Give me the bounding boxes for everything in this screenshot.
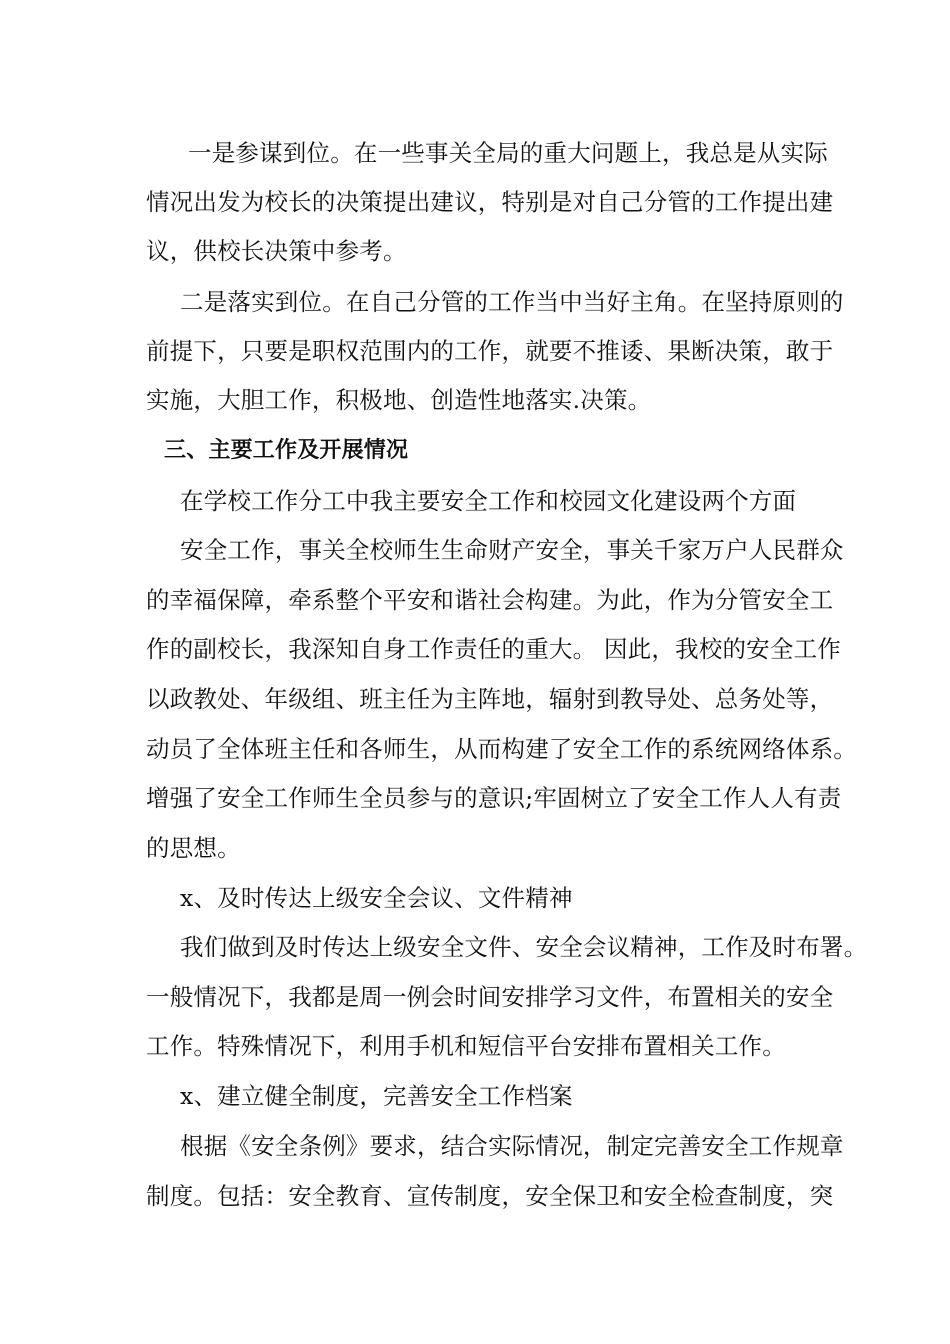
paragraph-line: 动员了全体班主任和各师生，从而构建了安全工作的系统网络体系。: [146, 735, 857, 763]
paragraph-line: 二是落实到位。在自己分管的工作当中当好主角。在坚持原则的: [180, 288, 844, 316]
paragraph-line: 根据《安全条例》要求，结合实际情况，制定完善安全工作规章: [180, 1132, 844, 1160]
paragraph-line: 前提下，只要是职权范围内的工作，就要不推诿、果断决策，敢于: [146, 337, 834, 365]
section-heading: 三、主要工作及开展情况: [164, 438, 409, 463]
paragraph-line: 我们做到及时传达上级安全文件、安全会议精神，工作及时布署。: [180, 933, 868, 961]
subheading-line: x、及时传达上级安全会议、文件精神: [180, 884, 573, 912]
paragraph-line: 实施，大胆工作，积极地、创造性地落实.决策。: [146, 386, 652, 414]
paragraph-line: 的思想。: [146, 834, 241, 862]
paragraph-line: 工作。特殊情况下，利用手机和短信平台安排布置相关工作。: [146, 1032, 786, 1060]
paragraph-line: 一般情况下，我都是周一例会时间安排学习文件，布置相关的安全: [146, 983, 834, 1011]
paragraph-line: 的幸福保障，牵系整个平安和谐社会构建。为此，作为分管安全工: [146, 586, 834, 614]
subheading-line: x、建立健全制度，完善安全工作档案: [180, 1082, 573, 1110]
paragraph-line: 制度。包括：安全教育、宣传制度，安全保卫和安全检查制度，突: [146, 1182, 834, 1210]
paragraph-line: 在学校工作分工中我主要安全工作和校园文化建设两个方面: [180, 487, 797, 515]
paragraph-line: 一是参谋到位。在一些事关全局的重大问题上，我总是从实际: [188, 139, 828, 167]
paragraph-line: 议，供校长决策中参考。: [146, 237, 407, 265]
paragraph-line: 安全工作，事关全校师生生命财产安全，事关千家万户人民群众: [180, 536, 844, 564]
paragraph-line: 作的副校长，我深知自身工作责任的重大。 因此，我校的安全工作: [146, 635, 841, 663]
paragraph-line: 增强了安全工作师生全员参与的意识;牢固树立了安全工作人人有责: [146, 784, 842, 812]
paragraph-line: 情况出发为校长的决策提出建议，特别是对自己分管的工作提出建: [146, 188, 834, 216]
paragraph-line: 以政教处、年级组、班主任为主阵地，辐射到教导处、总务处等，: [146, 685, 834, 713]
